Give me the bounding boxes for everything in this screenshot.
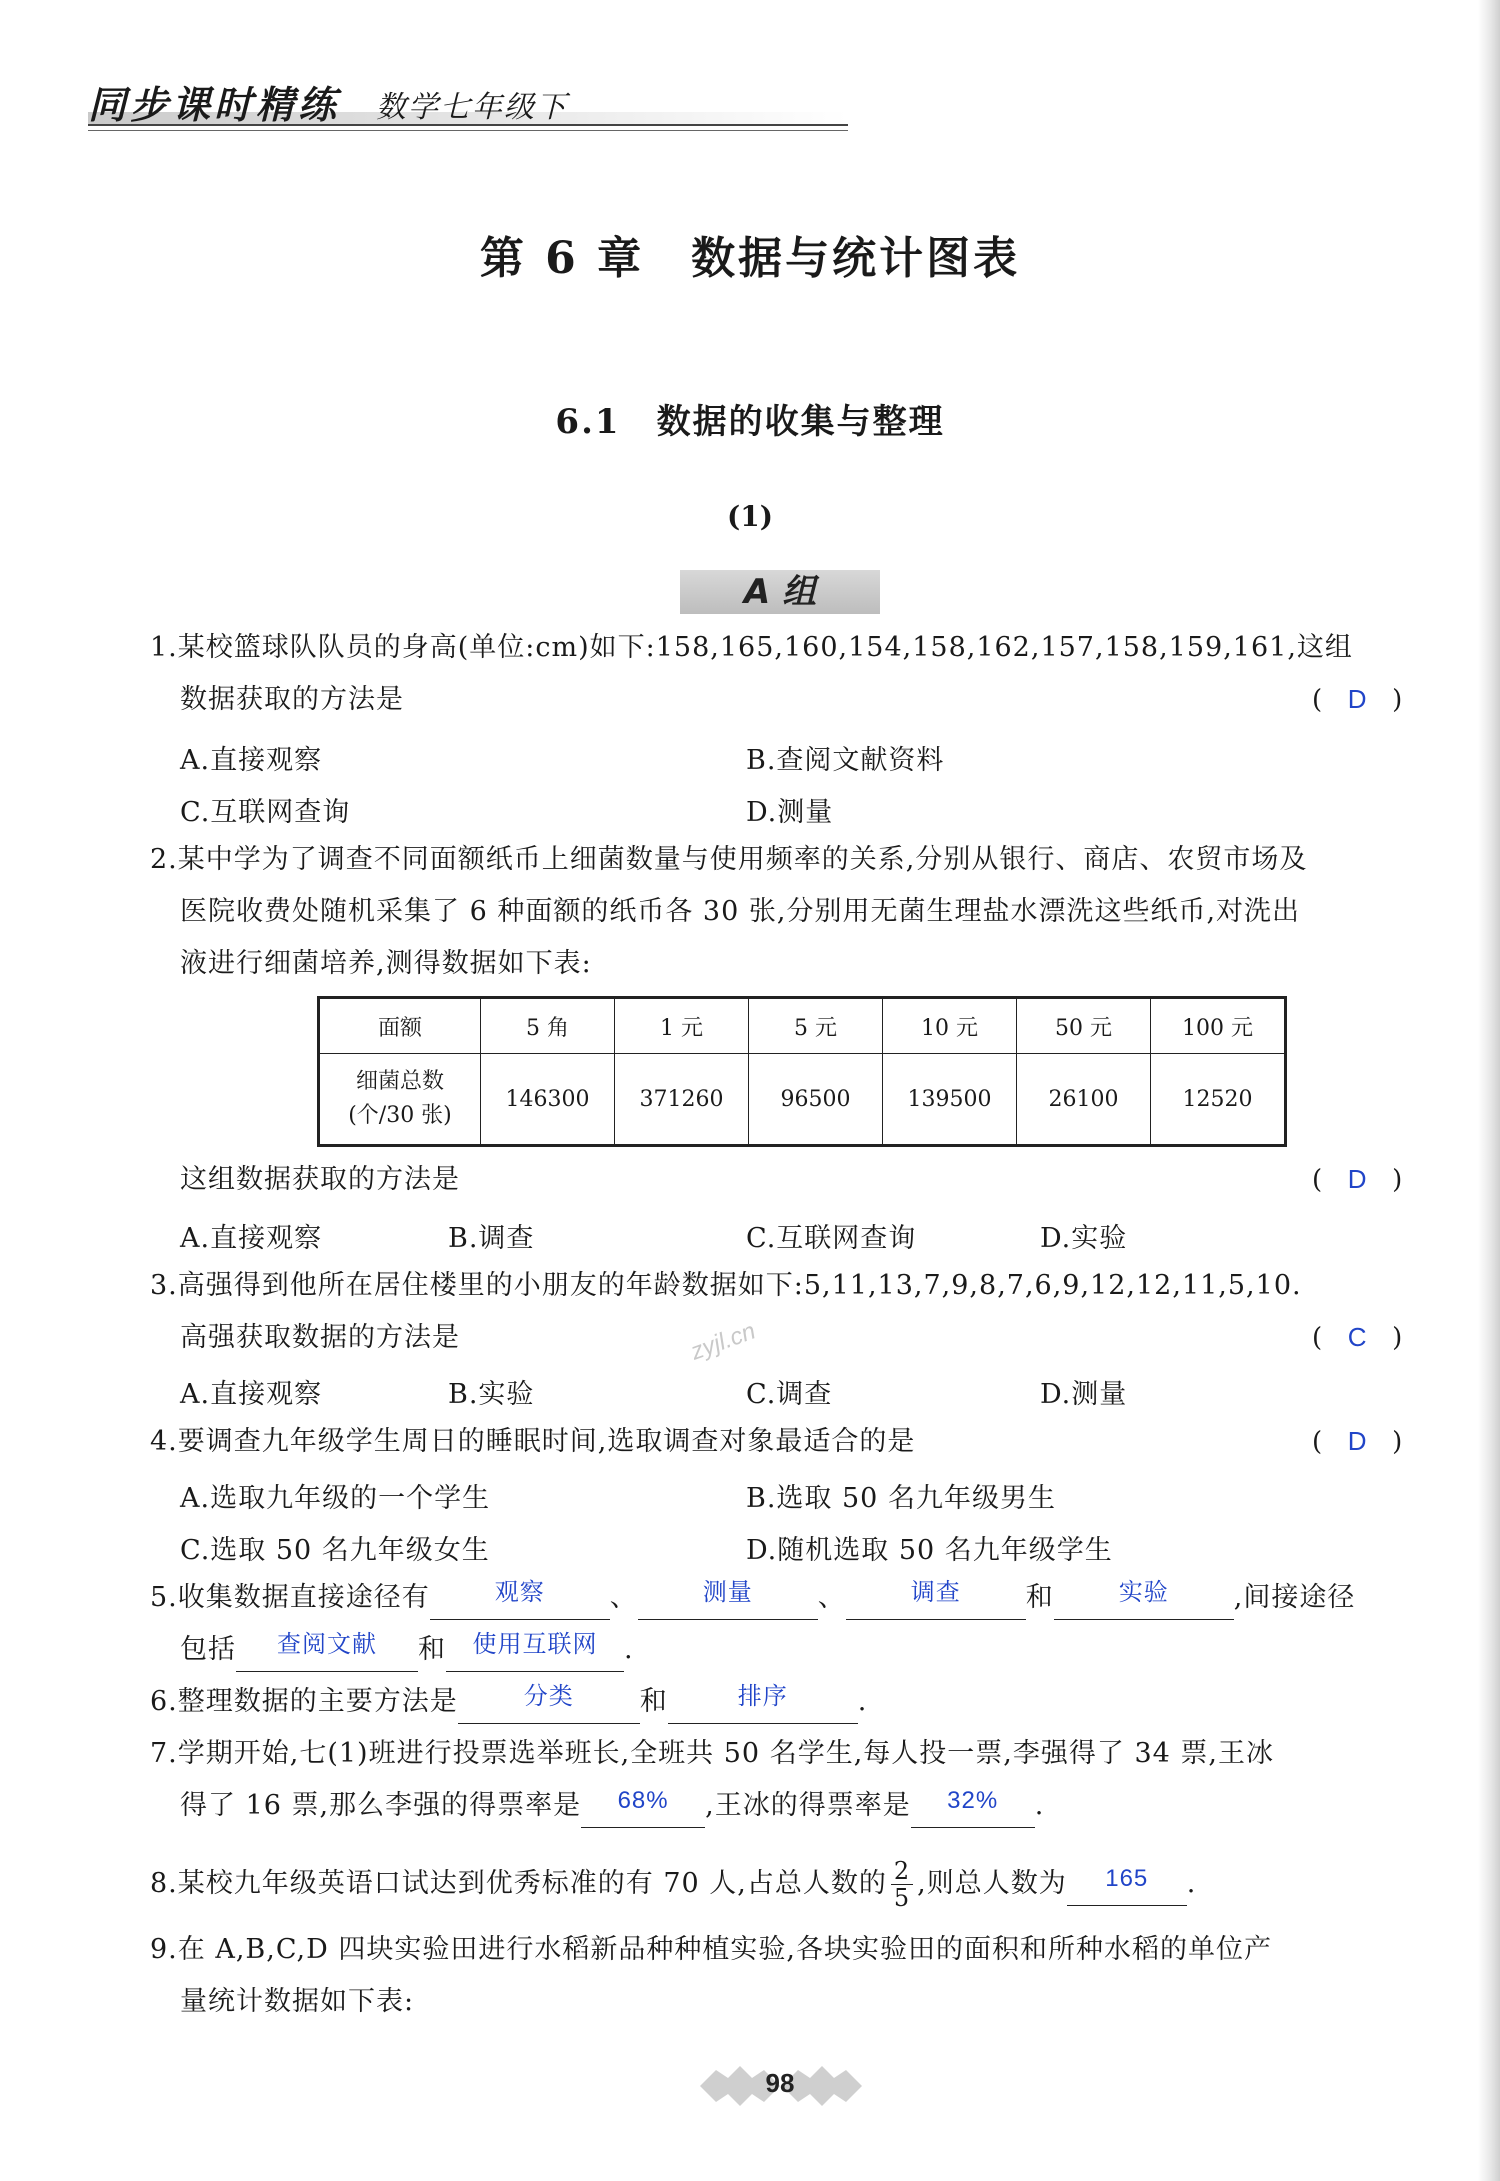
book-spine-shadow — [1478, 0, 1500, 2181]
watermark: zyjl.cn — [687, 1317, 760, 1366]
q2-option-b: B.调查 — [448, 1223, 535, 1254]
q8-prompt-cont: ,则总人数为 — [917, 1868, 1067, 1899]
q3-option-b: B.实验 — [448, 1379, 535, 1410]
table-header-cell: 100 元 — [1151, 998, 1286, 1054]
q7-prompt-cont: ,王冰的得票率是 — [705, 1790, 911, 1821]
q3-option-c: C.调查 — [746, 1379, 833, 1410]
q3-option-a: A.直接观察 — [180, 1379, 323, 1410]
q4-answer: D — [1347, 1426, 1367, 1456]
table-header-cell: 1 元 — [615, 998, 749, 1054]
table-header-cell: 5 元 — [749, 998, 883, 1054]
conjunction: 和 — [639, 1686, 668, 1717]
q1-option-d: D.测量 — [746, 797, 834, 828]
q5-prompt-2: 包括 — [180, 1634, 236, 1665]
table-cell: 146300 — [481, 1054, 615, 1146]
separator: 、 — [817, 1582, 846, 1613]
q5-line-2 — [180, 1630, 634, 1672]
q2-answer-bracket: ( D ) — [1312, 1164, 1403, 1195]
table-row — [319, 1054, 1286, 1146]
chapter-title: 第 6 章 数据与统计图表 — [479, 233, 1021, 284]
table-row — [319, 998, 1286, 1054]
q6-line-1 — [150, 1682, 867, 1724]
q5-prompt: 5.收集数据直接途径有 — [150, 1582, 430, 1613]
q7-blank-1: 68% — [581, 1787, 705, 1828]
q2-line-3: 液进行细菌培养,测得数据如下表: — [180, 948, 592, 979]
conjunction: 和 — [418, 1634, 446, 1665]
q4-option-d: D.随机选取 50 名九年级学生 — [746, 1535, 1113, 1566]
q5-blank-2: 测量 — [638, 1579, 818, 1620]
q8-line-1 — [150, 1858, 1196, 1911]
q4-option-c: C.选取 50 名九年级女生 — [180, 1535, 490, 1566]
period: . — [624, 1634, 634, 1665]
q2-answer: D — [1347, 1164, 1367, 1194]
row-label-line-2: (个/30 张) — [348, 1103, 452, 1128]
q1-option-c: C.互联网查询 — [180, 797, 351, 828]
q3-option-d: D.测量 — [1040, 1379, 1128, 1410]
table-cell: 371260 — [615, 1054, 749, 1146]
table-cell: 139500 — [883, 1054, 1017, 1146]
period: . — [857, 1686, 868, 1717]
header-rule — [88, 124, 848, 126]
q5-blank-5: 查阅文献 — [236, 1631, 418, 1672]
q3-line-1: 3.高强得到他所在居住楼里的小朋友的年龄数据如下:5,11,13,7,9,8,7,6,9,12,12,11,5,10. — [150, 1270, 1302, 1301]
part-label: (1) — [727, 500, 773, 533]
q8-blank-1: 165 — [1067, 1865, 1187, 1906]
q1-line-1: 1.某校篮球队队员的身高(单位:cm)如下:158,165,160,154,158,162,157,158,159,161,这组 — [150, 632, 1353, 663]
q7-line-2 — [180, 1786, 1044, 1828]
header-rule-thin — [88, 130, 848, 131]
q3-answer: C — [1347, 1322, 1367, 1352]
table-header-cell: 10 元 — [883, 998, 1017, 1054]
period: . — [1034, 1790, 1045, 1821]
q7-blank-2: 32% — [911, 1787, 1035, 1828]
q6-prompt: 6.整理数据的主要方法是 — [150, 1686, 458, 1717]
table-header-cell: 5 角 — [481, 998, 615, 1054]
fraction-numerator: 2 — [891, 1858, 913, 1885]
q5-blank-3: 调查 — [846, 1579, 1026, 1620]
section-title: 6.1 数据的收集与整理 — [555, 402, 945, 442]
running-header — [88, 74, 848, 134]
q4-option-a: A.选取九年级的一个学生 — [180, 1483, 491, 1514]
q4-line-1: 4.要调查九年级学生周日的睡眠时间,选取调查对象最适合的是 — [150, 1426, 916, 1457]
q6-blank-2: 排序 — [668, 1683, 858, 1724]
q7-prompt: 得了 16 票,那么李强的得票率是 — [180, 1790, 582, 1821]
q2-line-1: 2.某中学为了调查不同面额纸币上细菌数量与使用频率的关系,分别从银行、商店、农贸市场及 — [150, 844, 1308, 875]
q4-answer-bracket: ( D ) — [1312, 1426, 1403, 1457]
table-cell: 12520 — [1151, 1054, 1286, 1146]
q3-line-2: 高强获取数据的方法是 — [180, 1322, 460, 1353]
fraction — [891, 1858, 913, 1911]
conjunction: 和 — [1025, 1582, 1054, 1613]
q6-blank-1: 分类 — [458, 1683, 640, 1724]
bacteria-table — [317, 996, 1287, 1147]
q2-option-d: D.实验 — [1040, 1223, 1128, 1254]
q1-option-b: B.查阅文献资料 — [746, 745, 945, 776]
q1-line-2: 数据获取的方法是 — [180, 684, 404, 715]
q5-prompt-cont: ,间接途径 — [1233, 1582, 1356, 1613]
q7-line-1: 7.学期开始,七(1)班进行投票选举班长,全班共 50 名学生,每人投一票,李强得了 34 票,王冰 — [150, 1738, 1274, 1769]
q5-blank-6: 使用互联网 — [446, 1631, 624, 1672]
q2-option-c: C.互联网查询 — [746, 1223, 917, 1254]
q9-line-1: 9.在 A,B,C,D 四块实验田进行水稻新品种种植实验,各块实验田的面积和所种水稻的单位产 — [150, 1934, 1272, 1965]
page-number: 98 — [765, 2068, 795, 2098]
table-header-cell: 面额 — [319, 998, 481, 1054]
q4-option-b: B.选取 50 名九年级男生 — [746, 1483, 1056, 1514]
group-label: A 组 — [680, 570, 880, 614]
q5-blank-1: 观察 — [430, 1579, 610, 1620]
q2-line-2: 医院收费处随机采集了 6 种面额的纸币各 30 张,分别用无菌生理盐水漂洗这些纸币,对洗出 — [180, 896, 1301, 927]
table-row-label — [319, 1054, 481, 1146]
q5-line-1 — [150, 1578, 1355, 1620]
table-cell: 96500 — [749, 1054, 883, 1146]
row-label-line-1: 细菌总数 — [355, 1069, 444, 1094]
fraction-denominator: 5 — [893, 1884, 911, 1912]
q2-option-a: A.直接观察 — [180, 1223, 323, 1254]
separator: 、 — [609, 1582, 638, 1613]
table-cell: 26100 — [1017, 1054, 1151, 1146]
book-subtitle: 数学七年级下 — [376, 90, 568, 125]
q1-answer-bracket: ( D ) — [1312, 684, 1403, 715]
q2-line-4: 这组数据获取的方法是 — [180, 1164, 460, 1195]
q3-answer-bracket: ( C ) — [1312, 1322, 1403, 1353]
page-number-ornament — [700, 2058, 860, 2118]
q1-option-a: A.直接观察 — [180, 745, 323, 776]
q9-line-2: 量统计数据如下表: — [180, 1986, 415, 2017]
q5-blank-4: 实验 — [1054, 1579, 1234, 1620]
q8-prompt: 8.某校九年级英语口试达到优秀标准的有 70 人,占总人数的 — [150, 1868, 887, 1899]
q1-answer: D — [1347, 684, 1367, 714]
period: . — [1186, 1868, 1197, 1899]
series-title: 同步课时精练 — [88, 82, 341, 127]
table-header-cell: 50 元 — [1017, 998, 1151, 1054]
